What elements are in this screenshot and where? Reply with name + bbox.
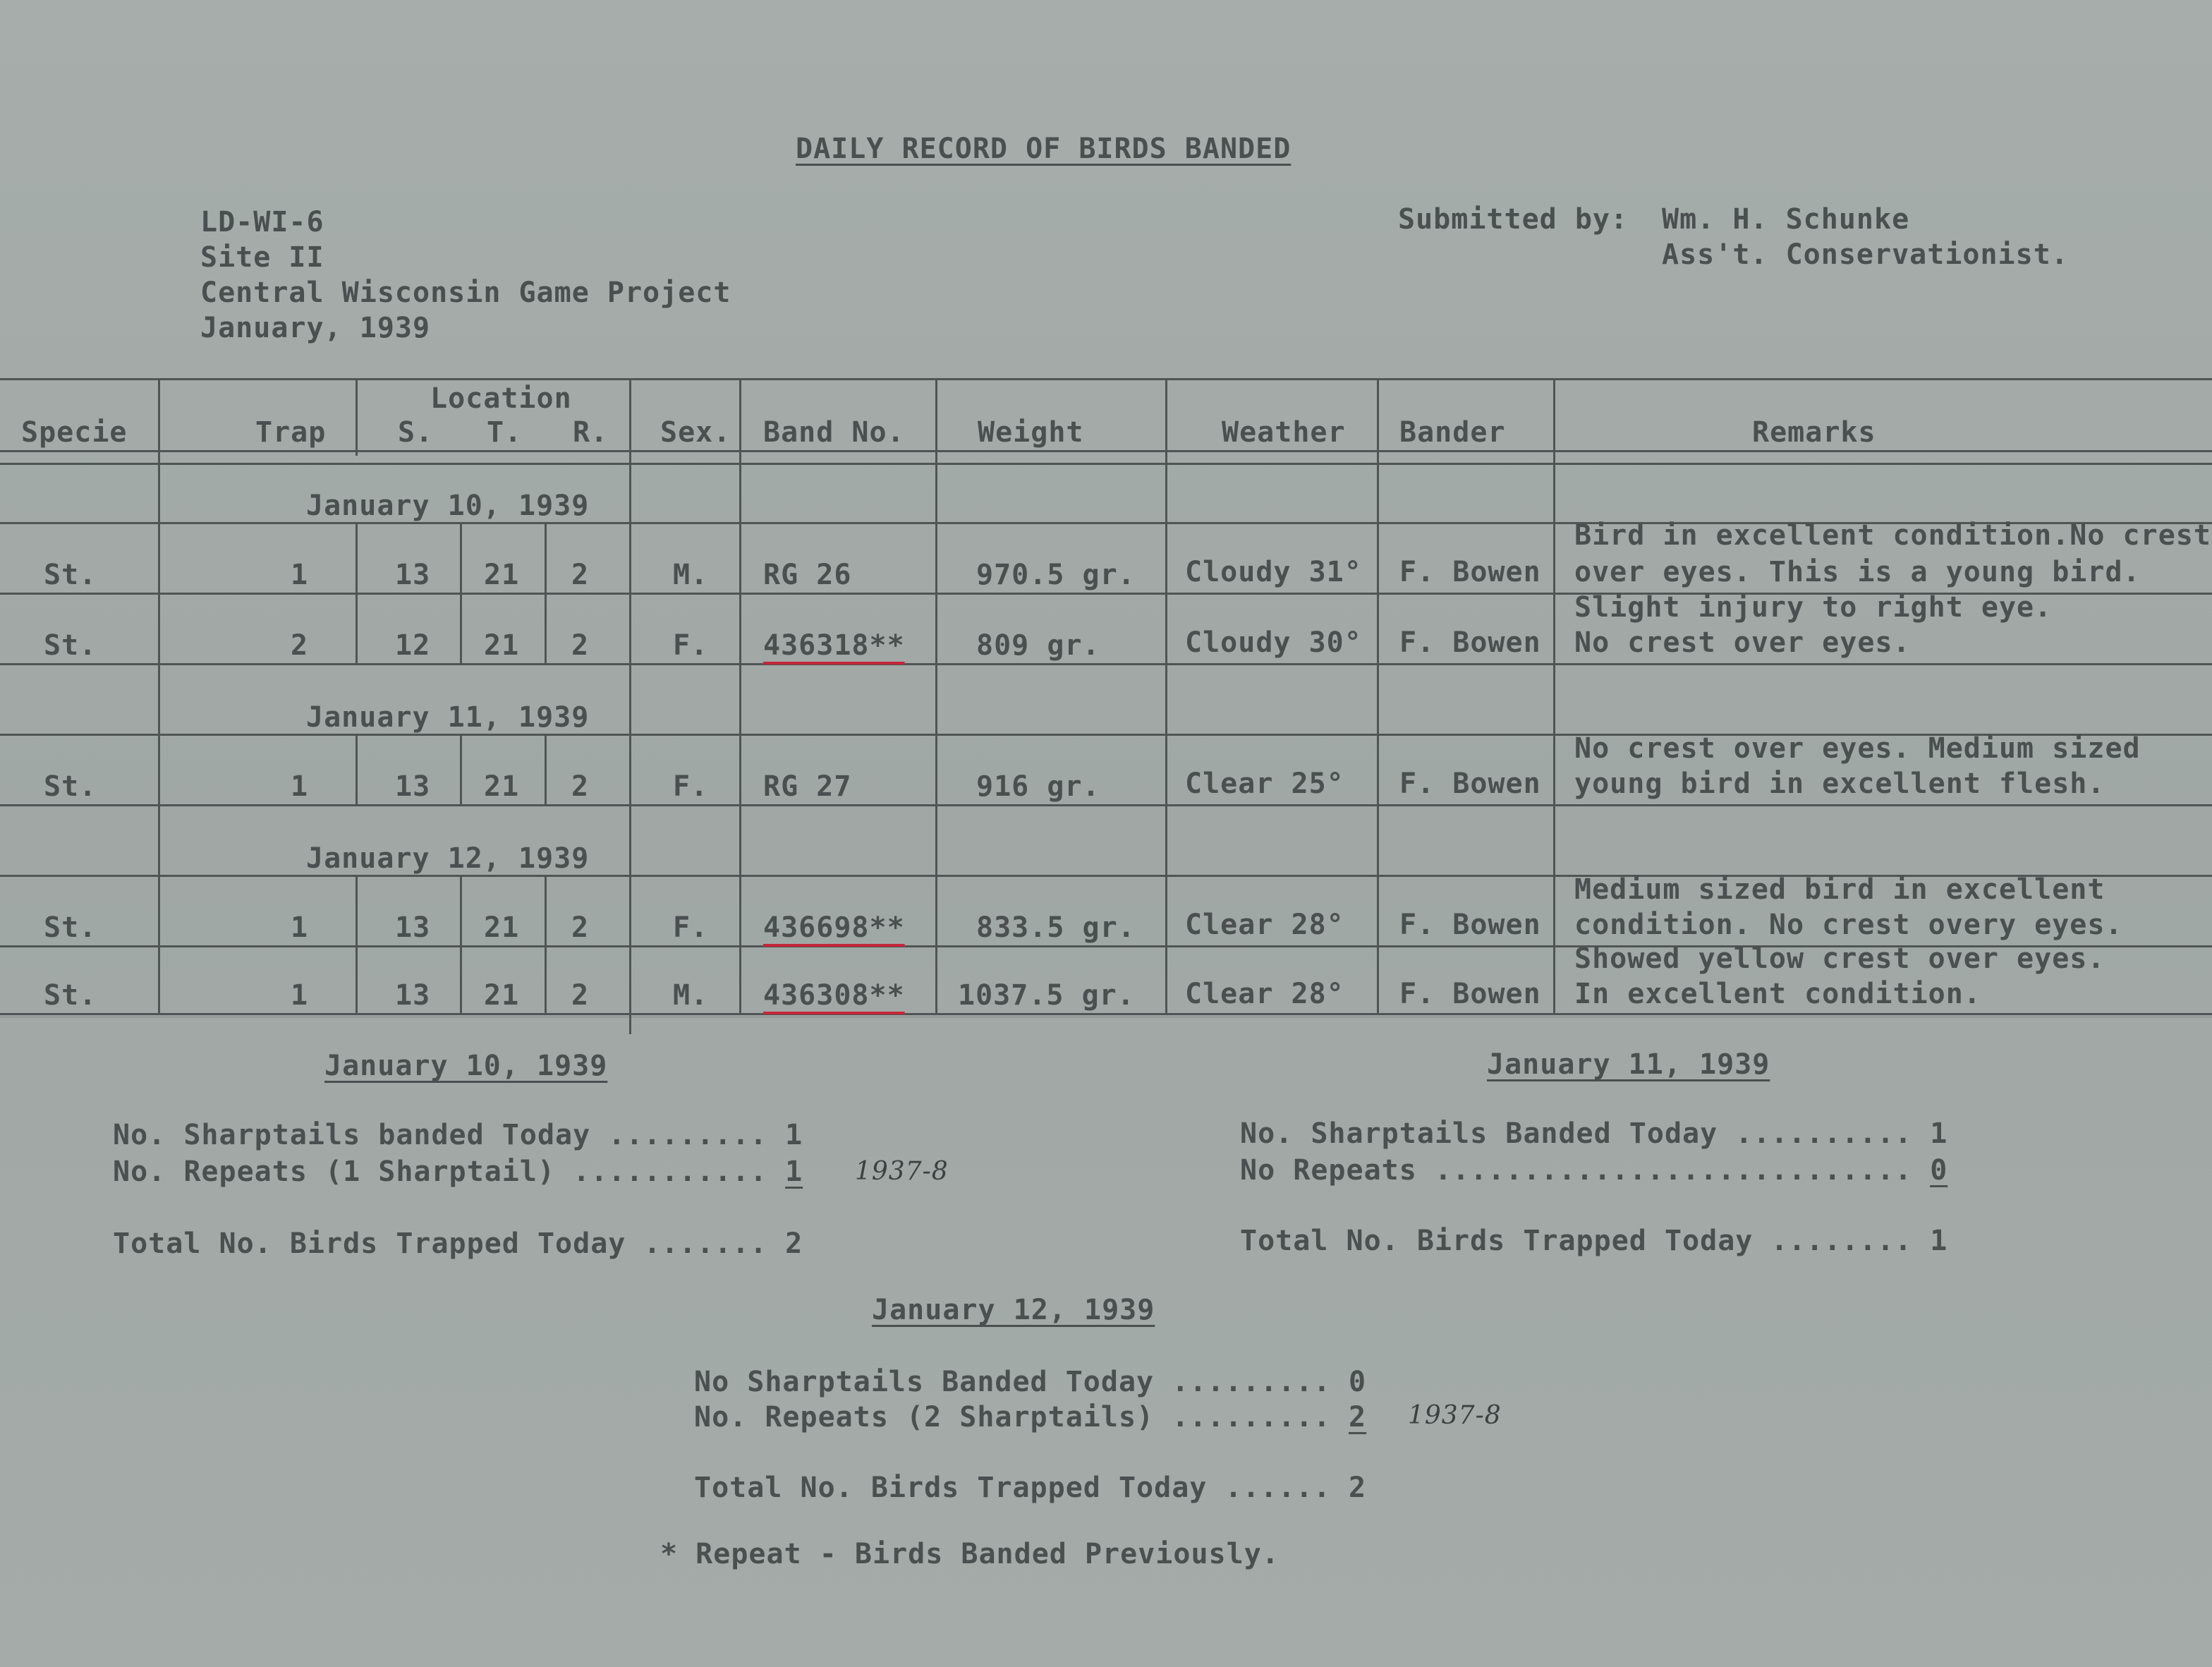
cell-specie: St.: [44, 770, 97, 803]
summary-line-total: Total No. Birds Trapped Today ....... 2: [113, 1227, 803, 1260]
date-row-jan11: January 11, 1939: [306, 701, 590, 734]
summary-date: January 12, 1939: [872, 1294, 1155, 1326]
cell-specie: St.: [44, 559, 97, 591]
cell-band: RG 26: [763, 559, 852, 591]
col-sex-header: Sex.: [660, 416, 731, 449]
col-s-header: S.: [398, 416, 434, 449]
cell-remarks-2: over eyes. This is a young bird.: [1574, 556, 2141, 588]
cell-t: 21: [484, 559, 520, 591]
cell-remarks-1: Showed yellow crest over eyes.: [1574, 942, 2105, 975]
footnote: * Repeat - Birds Banded Previously.: [660, 1538, 1280, 1570]
cell-sex: M.: [673, 979, 709, 1012]
summary-repeats-label: No. Repeats (1 Sharptail) ...........: [113, 1156, 786, 1188]
col-t-header: T.: [487, 416, 523, 449]
cell-weight: 916 gr.: [976, 770, 1100, 803]
cell-bander: F. Bowen: [1399, 626, 1541, 659]
cell-remarks-2: In excellent condition.: [1574, 978, 1981, 1010]
cell-weight: 970.5 gr.: [976, 559, 1136, 591]
cell-r: 2: [571, 559, 590, 591]
header-left-line-4: January, 1939: [200, 312, 431, 344]
header-left-line-2: Site II: [200, 241, 324, 274]
cell-s: 13: [395, 911, 431, 944]
handwritten-note: 1937-8: [1408, 1401, 1502, 1430]
cell-trap: 2: [291, 629, 309, 662]
cell-weight: 833.5 gr.: [976, 911, 1136, 944]
date-row-jan12: January 12, 1939: [306, 842, 590, 875]
cell-specie: St.: [44, 911, 97, 944]
header-left-line-3: Central Wisconsin Game Project: [200, 277, 731, 309]
cell-trap: 1: [291, 770, 309, 803]
col-weather-header: Weather: [1222, 416, 1346, 449]
summary-line-repeats: [694, 1401, 1366, 1433]
cell-remarks-1: Slight injury to right eye.: [1574, 591, 2053, 624]
cell-band: 436308**: [763, 979, 905, 1012]
col-r-header: R.: [573, 416, 609, 449]
cell-bander: F. Bowen: [1399, 978, 1541, 1010]
cell-t: 21: [484, 979, 520, 1012]
cell-trap: 1: [291, 559, 309, 591]
col-weight-header: Weight: [978, 416, 1084, 449]
col-specie-header: Specie: [21, 416, 128, 449]
summary-repeats-value: 0: [1930, 1154, 1948, 1187]
summary-repeats-label: No Repeats ...........................: [1240, 1154, 1931, 1187]
cell-weather: Cloudy 31°: [1185, 556, 1362, 588]
cell-sex: F.: [673, 770, 709, 803]
cell-specie: St.: [44, 979, 97, 1012]
cell-r: 2: [571, 629, 590, 662]
col-remarks-header: Remarks: [1752, 416, 1876, 449]
summary-line-total: Total No. Birds Trapped Today ........ 1: [1240, 1225, 1948, 1257]
cell-weather: Clear 28°: [1185, 909, 1344, 941]
summary-line-repeats: [113, 1156, 803, 1188]
summary-date: January 11, 1939: [1487, 1048, 1770, 1081]
header-left-line-1: LD-WI-6: [200, 206, 324, 238]
cell-remarks-2: No crest over eyes.: [1574, 626, 1911, 659]
cell-remarks-1: Medium sized bird in excellent: [1574, 873, 2105, 906]
cell-bander: F. Bowen: [1399, 909, 1541, 941]
cell-s: 13: [395, 559, 431, 591]
date-row-jan10: January 10, 1939: [306, 490, 590, 522]
summary-line-banded: No. Sharptails banded Today ......... 1: [113, 1119, 803, 1151]
cell-weather: Clear 28°: [1185, 978, 1344, 1010]
col-location-header: Location: [430, 382, 572, 415]
paper-fold: [0, 1016, 2212, 1018]
cell-remarks-2: condition. No crest overy eyes.: [1574, 909, 2123, 941]
cell-weight: 1037.5 gr.: [958, 979, 1135, 1012]
cell-weather: Cloudy 30°: [1185, 626, 1362, 659]
cell-remarks-2: young bird in excellent flesh.: [1574, 768, 2105, 800]
cell-band: RG 27: [763, 770, 852, 803]
submitted-label: Submitted by:: [1398, 203, 1629, 236]
cell-t: 21: [484, 770, 520, 803]
cell-r: 2: [571, 979, 590, 1012]
cell-sex: F.: [673, 629, 709, 662]
cell-specie: St.: [44, 629, 97, 662]
document-title: DAILY RECORD OF BIRDS BANDED: [796, 133, 1292, 165]
summary-line-repeats: [1240, 1154, 1947, 1187]
cell-r: 2: [571, 911, 590, 944]
cell-s: 12: [395, 629, 431, 662]
summary-repeats-value: 1: [785, 1156, 803, 1188]
cell-weather: Clear 25°: [1185, 768, 1344, 800]
cell-sex: M.: [673, 559, 709, 591]
submitted-title: Ass't. Conservationist.: [1662, 238, 2069, 271]
summary-repeats-value: 2: [1349, 1401, 1367, 1433]
cell-t: 21: [484, 911, 520, 944]
cell-s: 13: [395, 979, 431, 1012]
cell-remarks-1: Bird in excellent condition.No crest: [1574, 519, 2211, 552]
cell-bander: F. Bowen: [1399, 768, 1541, 800]
handwritten-note: 1937-8: [855, 1157, 949, 1186]
submitted-name: Wm. H. Schunke: [1662, 203, 1910, 236]
cell-trap: 1: [291, 911, 309, 944]
summary-line-banded: No. Sharptails Banded Today .......... 1: [1240, 1117, 1948, 1150]
cell-t: 21: [484, 629, 520, 662]
col-band-header: Band No.: [763, 416, 905, 449]
cell-bander: F. Bowen: [1399, 556, 1541, 588]
summary-line-total: Total No. Birds Trapped Today ...... 2: [694, 1472, 1367, 1504]
cell-band: 436318**: [763, 629, 905, 662]
cell-weight: 809 gr.: [976, 629, 1100, 662]
summary-date: January 10, 1939: [324, 1050, 608, 1082]
cell-s: 13: [395, 770, 431, 803]
cell-band: 436698**: [763, 911, 905, 944]
cell-sex: F.: [673, 911, 709, 944]
col-bander-header: Bander: [1399, 416, 1506, 449]
cell-r: 2: [571, 770, 590, 803]
cell-remarks-1: No crest over eyes. Medium sized: [1574, 732, 2141, 765]
summary-repeats-label: No. Repeats (2 Sharptails) .........: [694, 1401, 1349, 1433]
summary-line-banded: No Sharptails Banded Today ......... 0: [694, 1366, 1367, 1398]
col-trap-header: Trap: [255, 416, 327, 449]
cell-trap: 1: [291, 979, 309, 1012]
